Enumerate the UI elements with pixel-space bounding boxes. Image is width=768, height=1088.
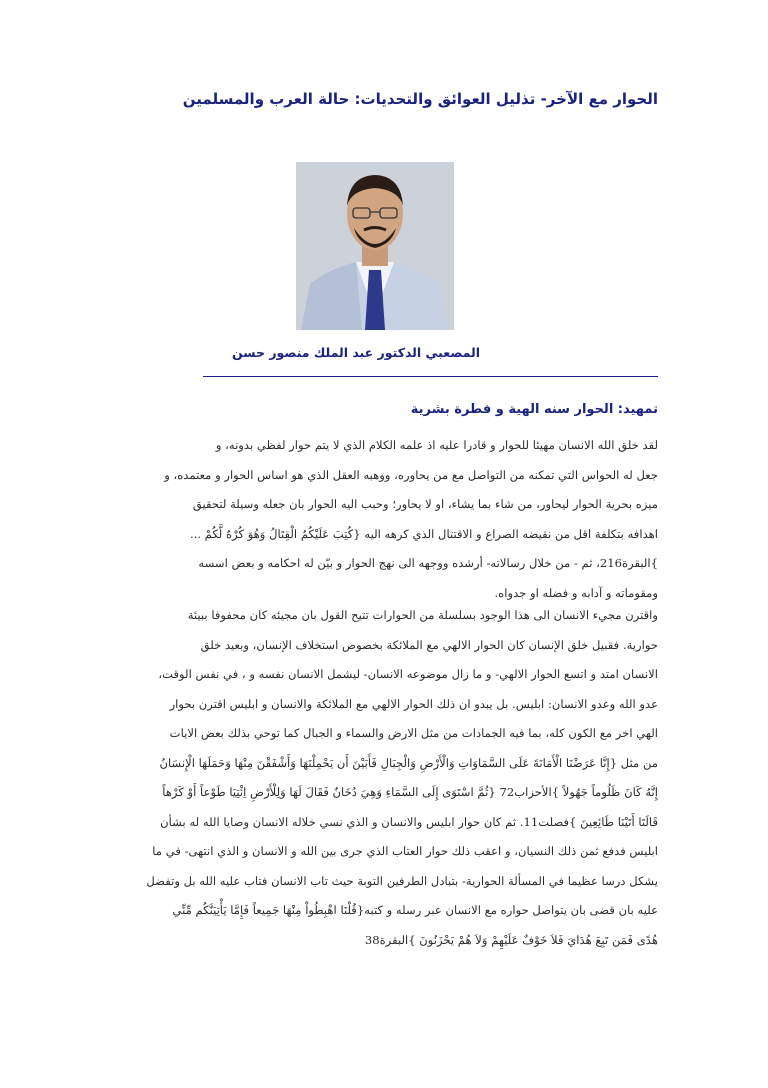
- paragraph-2: [103, 601, 658, 955]
- text-line: حوارية. فقبيل خلق الإنسان كان الحوار الالهي مع الملائكة بخصوص استخلاف الإنسان، وبعيد خلق: [200, 637, 658, 652]
- text-line: إِنَّهُ كَانَ ظَلُوماً جَهُولاً }الأحزاب72 {ثُمَّ اسْتَوَى إِلَى السَّمَاءِ وَهِيَ دُخَانٌ فَقَالَ لَهَا وَلِلْأَرْضِ اِئْتِيَا طَوْعاً أَوْ كَرْهاً: [162, 785, 658, 799]
- section-heading: تمهيد: الحوار سنه الهية و فطرة بشرية: [410, 402, 658, 417]
- text-line: لقد خلق الله الانسان مهيئا للحوار و قادرا عليه اذ علمه الكلام الذي لا يتم حوار لفظي بدونه، و: [215, 438, 658, 452]
- separator-line: [203, 376, 658, 377]
- text-line: ومقوماته و آدابه و فضله او جدواه.: [494, 585, 658, 600]
- text-line: قَالَتَا أَتَيْنَا طَائِعِينَ }فصلت11. ثم كان حوار ابليس والانسان و الذي نسي خلاله الانسان وصايا الله له بشأن: [160, 814, 658, 829]
- paragraph-1: [103, 431, 658, 608]
- text-line: جعل له الحواس التي تمكنه من التواصل مع من يحاوره، ووهبه العقل الذي هو اساس الحوار و معتمده، و: [164, 467, 658, 482]
- text-line: هُدًى فَمَن تَبِعَ هُدَايَ فَلاَ خَوْفٌ عَلَيْهِمْ وَلاَ هُمْ يَحْزَنُونَ }البقرة38: [364, 932, 658, 947]
- text-line: ميزه بحرية الحوار ليحاور، من شاء بما يشاء، او لا يحاور؛ وحبب اليه الحوار بان جعله وسيلة لتحقيق: [192, 497, 658, 511]
- text-line: ابليس فدفع ثمن ذلك النسيان، و اعقب ذلك حوار العتاب الذي جرى بين الله و الانسان و الذي انتهى- في ما: [152, 844, 658, 858]
- text-line: الانسان امتد و اتسع الحوار الالهي- و ما زال موضوعه الانسان- ليشمل الانسان نفسه و ، في نفس الوقت،: [158, 667, 658, 681]
- document-title: الحوار مع الآخر- تذليل العوائق والتحديات: حالة العرب والمسلمين: [182, 90, 658, 108]
- text-line: اهدافه بتكلفة اقل من نقيضه الصراع و الاقتتال الذي كرهه اليه {كُتِبَ عَلَيْكُمُ الْقِتَالُ وَهُوَ كُرْهٌ لَّكُمْ ...: [189, 526, 658, 541]
- author-portrait-icon: [296, 162, 454, 330]
- text-line: عليه بان قضى بان يتواصل حواره مع الانسان عبر رسله و كتبه{قُلْنَا اهْبِطُواْ مِنْهَا جَمِيعاً فَإِمَّا يَأْتِيَنَّكُم مِّنِّي: [172, 903, 658, 917]
- text-line: يشكل درسا عظيما في المسألة الحوارية- بتبادل الطرفين التوبة حيث تاب الانسان فتاب عليه الله بل وتفضل: [146, 873, 658, 888]
- text-line: }البقرة216، ثم - من خلال رسالاته- أرشده ووجهه الى نهج الحوار و بيّن له احكامه و بعض اسسه: [198, 556, 658, 570]
- text-line: واقترن مجيء الانسان الى هذا الوجود بسلسلة من الحوارات تتيح القول بان مجيئه كان محفوفا ببيئة: [187, 608, 658, 622]
- text-line: عدو الله وعدو الانسان: ابليس. بل يبدو ان ذلك الحوار الالهي مع الملائكة والانسان و ابليس اقترن بحوار: [169, 696, 658, 711]
- text-line: الهي اخر مع الكون كله، بما فيه الجمادات من مثل الارض والسماء و الجبال كما توحي بذلك بعض الايات: [169, 726, 658, 740]
- text-line: من مثل {إِنَّا عَرَضْنَا الْأَمَانَةَ عَلَى السَّمَاوَاتِ وَالْأَرْضِ وَالْجِبَالِ فَأَبَيْنَ أَن يَحْمِلْنَهَا وَأَشْفَقْنَ مِنْهَا وَحَمَلَهَا الْإِنسَانُ: [159, 755, 658, 770]
- author-photo: [296, 162, 454, 330]
- author-caption: المصعبي الدكتور عبد الملك منصور حسن: [232, 345, 480, 360]
